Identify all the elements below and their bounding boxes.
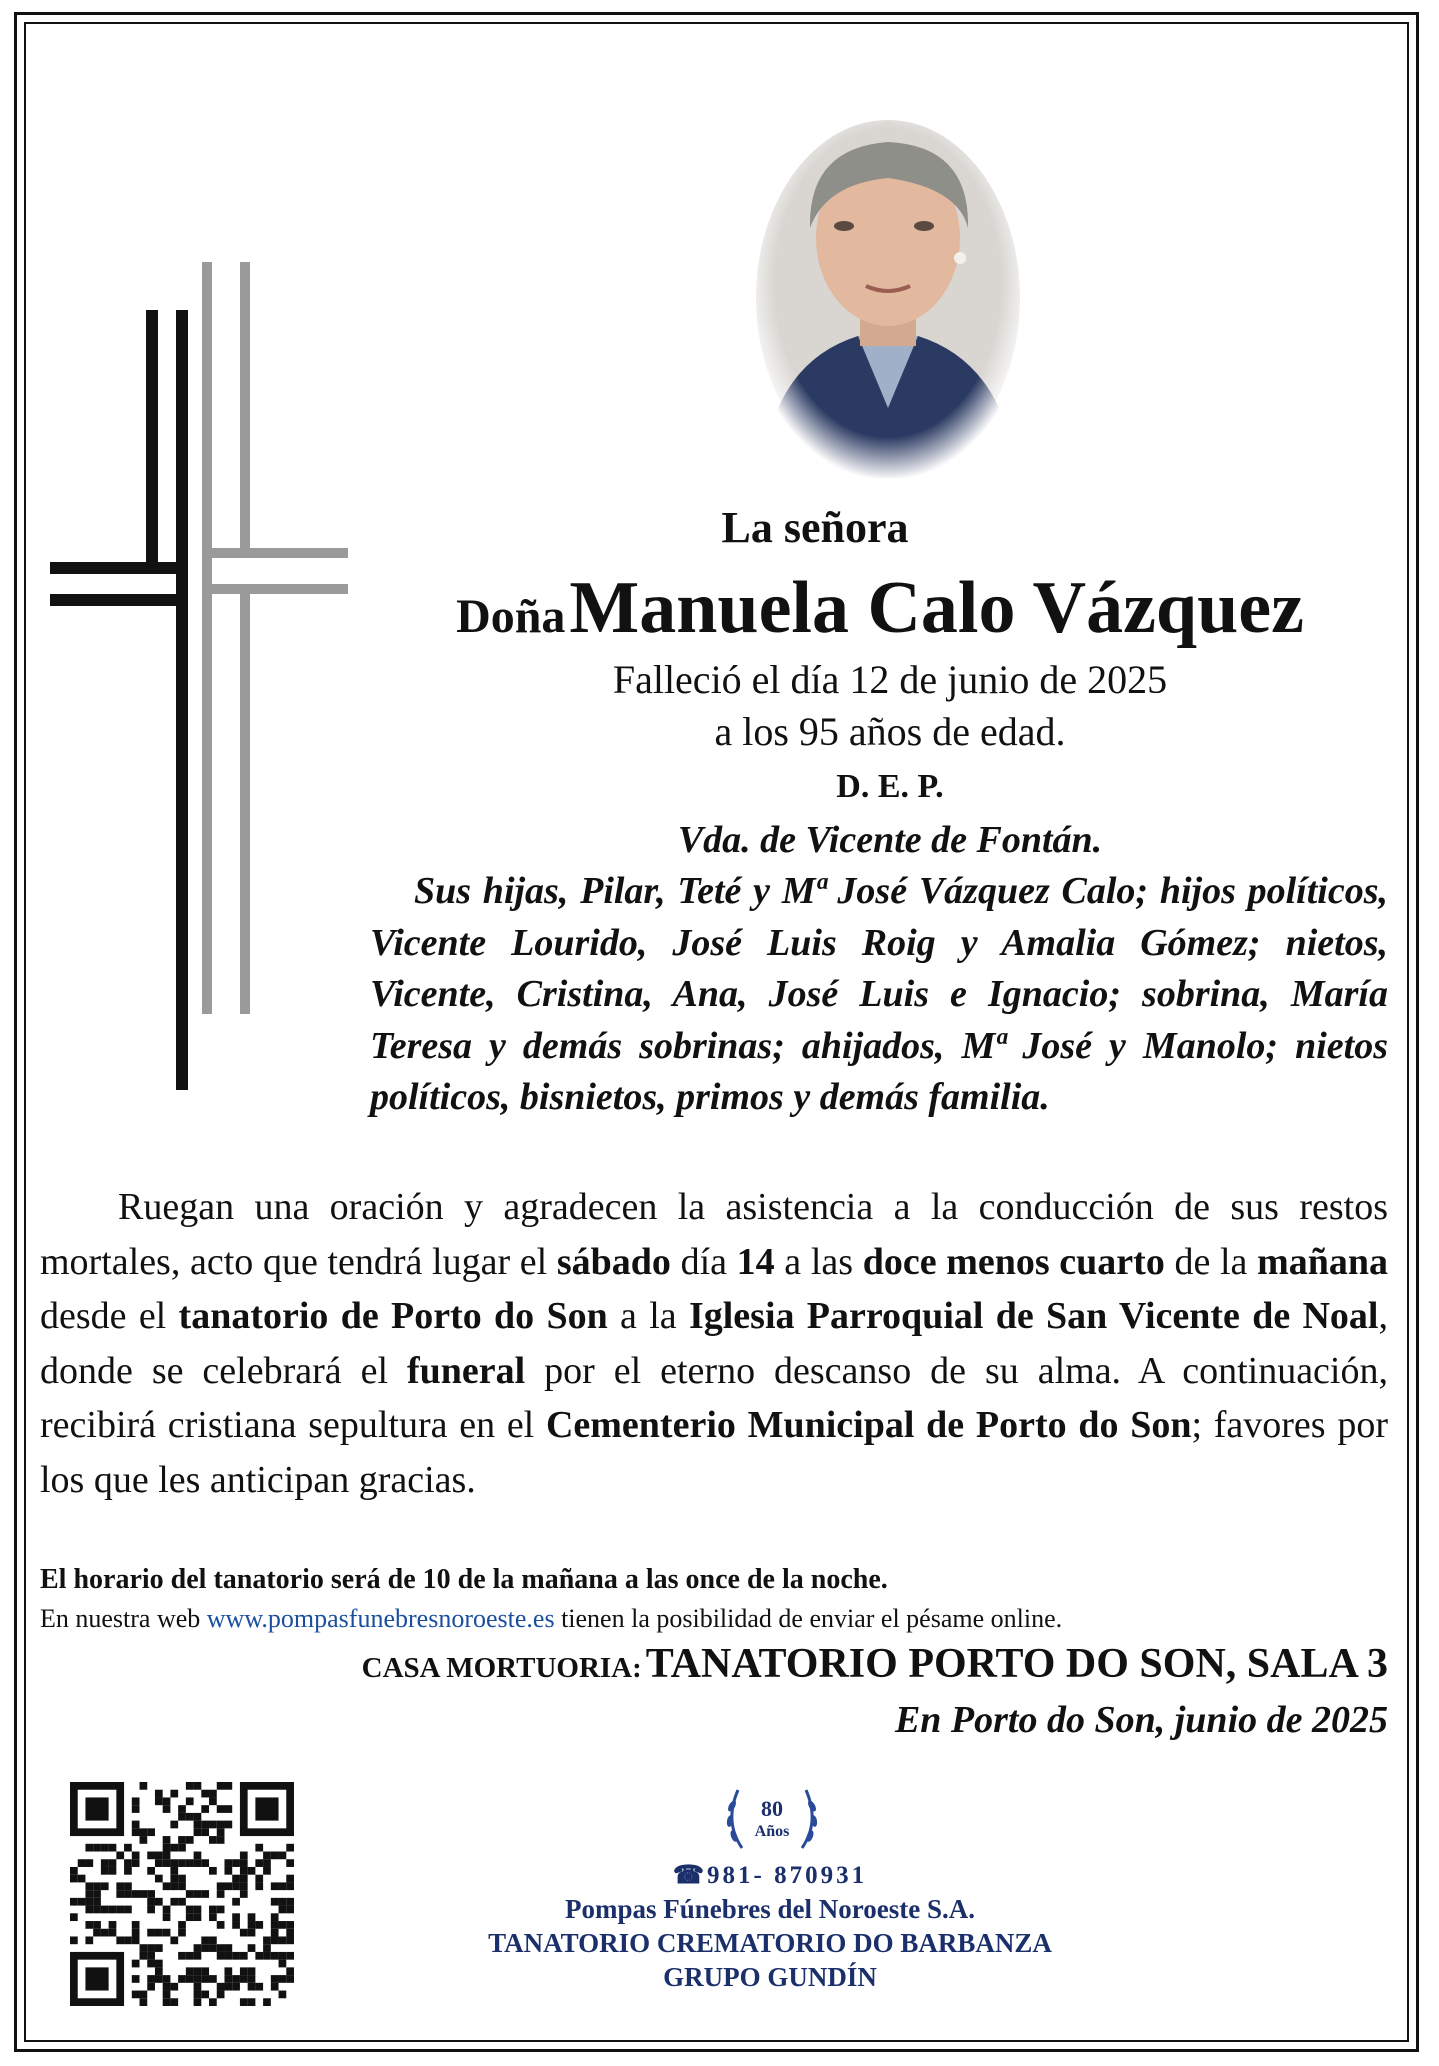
ceremony-paragraph: Ruegan una oración y agradecen la asistencia a la conducción de sus restos mortales, acto que tendrá lugar el sábado día 14 a las doce menos cuarto de la mañana desde el tanatorio de Porto do Son a la Iglesia Parroquial de San Vicente de Noal, donde se celebrará el funeral por el eterno descanso de su alma. A continuación, recibirá cristiana sepultura en el Cementerio Municipal de Porto do Son; favores por los que les anticipan gracias. bbox=[40, 1186, 1388, 1501]
portrait-photo bbox=[748, 108, 1028, 488]
qr-code[interactable] bbox=[70, 1782, 294, 2006]
casa-label: CASA MORTUORIA: bbox=[361, 1652, 642, 1684]
company-tanatorio: TANATORIO CREMATORIO DO BARBANZA bbox=[488, 1928, 1052, 1958]
company-block bbox=[380, 1892, 1160, 1994]
name-prefix: Doña bbox=[456, 590, 566, 643]
death-age: a los 95 años de edad. bbox=[714, 709, 1066, 754]
place-date: En Porto do Son, junio de 2025 bbox=[894, 1699, 1388, 1741]
tanatorio-hours: El horario del tanatorio será de 10 de la mañana a las once de la noche. bbox=[40, 1564, 888, 1595]
company-group: GRUPO GUNDÍN bbox=[663, 1962, 877, 1992]
anniversary-logo bbox=[712, 1766, 832, 1866]
web-condolence-line: En nuestra web www.pompasfunebresnoroeste.es tienen la posibilidad de enviar el pésame online. bbox=[40, 1604, 1063, 1633]
logo-word: Años bbox=[754, 1823, 790, 1840]
death-date: Falleció el día 12 de junio de 2025 bbox=[612, 657, 1168, 702]
casa-mortuoria bbox=[200, 1640, 1388, 1688]
casa-value: TANATORIO PORTO DO SON, SALA 3 bbox=[645, 1641, 1388, 1687]
cross-icon bbox=[50, 262, 350, 1092]
deceased-name bbox=[370, 566, 1390, 651]
phone-line bbox=[580, 1860, 960, 1890]
family-paragraph: Sus hijas, Pilar, Teté y Mª José Vázquez Calo; hijos políticos, Vicente Lourido, José Luis Roig y Amalia Gómez; nietos, Vicente, Cristina, Ana, José Luis e Ignacio; sobrina, María Teresa y demás sobrinas; ahijados, Mª José y Manolo; nietos políticos, bisnietos, primos y demás familia. bbox=[370, 870, 1388, 1118]
phone-number: 981- 870931 bbox=[707, 1862, 868, 1889]
company-name: Pompas Fúnebres del Noroeste S.A. bbox=[565, 1894, 975, 1924]
phone-icon: ☎ bbox=[672, 1862, 708, 1889]
dep-text: D. E. P. bbox=[836, 768, 944, 805]
title-la-senora: La señora bbox=[721, 503, 909, 552]
logo-number: 80 bbox=[761, 1796, 783, 1821]
name-full: Manuela Calo Vázquez bbox=[569, 567, 1304, 649]
widow-line: Vda. de Vicente de Fontán. bbox=[677, 819, 1103, 861]
website-link[interactable]: www.pompasfunebresnoroeste.es bbox=[206, 1604, 555, 1633]
